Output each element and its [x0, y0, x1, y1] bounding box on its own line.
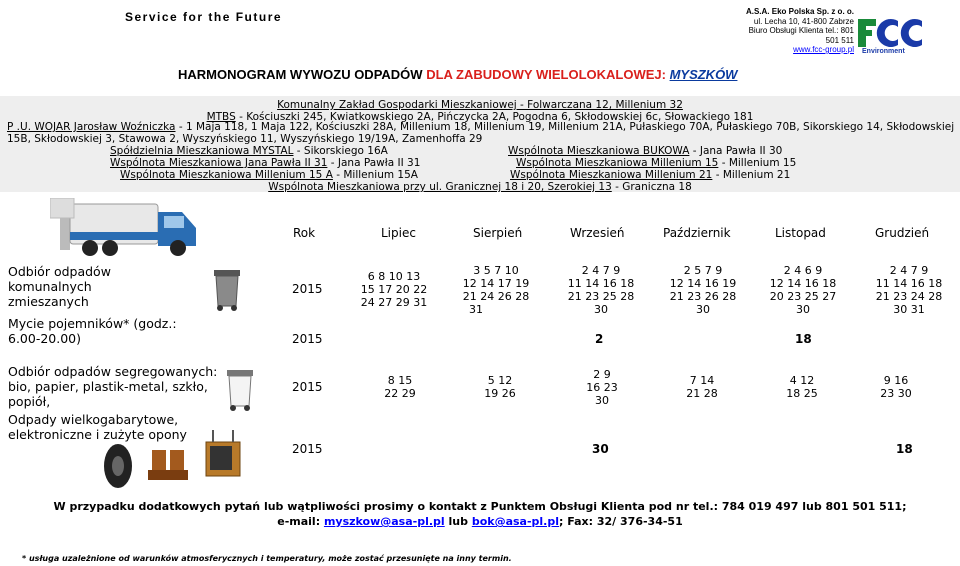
inst-line1: Komunalny Zakład Gospodarki Mieszkaniowej - Folwarczana 12, Millenium 32	[277, 99, 683, 111]
header-rok: Rok	[293, 226, 316, 240]
row3-lipiec: 8 15 22 29	[384, 374, 416, 400]
row-label-bulky: Odpady wielkogabarytowe, elektroniczne i zużyte opony	[8, 412, 187, 442]
garbage-truck-image	[50, 198, 210, 260]
company-website[interactable]	[740, 45, 854, 55]
row1-sierpien: 3 5 7 10 12 14 17 19 21 24 26 28 31	[462, 264, 530, 316]
company-info	[740, 7, 854, 55]
service-slogan: Service for the Future	[125, 10, 283, 24]
inst-bukowa: Wspólnota Mieszkaniowa BUKOWA - Jana Pawła II 30	[508, 145, 783, 157]
title-part2: DLA ZABUDOWY WIELOLOKALOWEJ:	[426, 67, 670, 82]
footer-contact: W przypadku dodatkowych pytań lub wątpliwości prosimy o kontakt z Punktem Obsługi Klienta pod nr tel.: 784 019 497 lub 801 501 511;	[53, 500, 907, 513]
bin-white-icon	[224, 368, 256, 412]
email-link-bok[interactable]: bok@asa-pl.pl	[471, 515, 560, 528]
title-part3: MYSZKÓW	[669, 67, 738, 82]
row1-lipiec: 6 8 10 13 15 17 20 22 24 27 29 31	[360, 270, 428, 309]
footer-email: e-mail: myszkow@asa-pl.pl lub bok@asa-pl.pl; Fax: 32/ 376-34-51	[277, 515, 683, 528]
logo-subtitle: Environment	[862, 48, 905, 55]
inst-m15a: Wspólnota Mieszkaniowa Millenium 15 A - Millenium 15A	[120, 169, 418, 181]
header-listopad: Listopad	[775, 226, 826, 240]
header-lipiec: Lipiec	[381, 226, 416, 240]
row3-sierpien: 5 12 19 26	[484, 374, 516, 400]
row2-year: 2015	[292, 332, 323, 346]
row3-listopad: 4 12 18 25	[786, 374, 818, 400]
header-pazdziernik: Październik	[663, 226, 731, 240]
row3-grudzien: 9 16 23 30	[880, 374, 912, 400]
email-link-myszkow[interactable]: myszkow@asa-pl.pl	[323, 515, 445, 528]
row3-year: 2015	[292, 380, 323, 394]
row-label-mixed: Odbiór odpadów komunalnych zmieszanych	[8, 264, 111, 309]
company-address: ul. Lecha 10, 41-800 Zabrze	[753, 16, 854, 26]
inst-jp31: Wspólnota Mieszkaniowa Jana Pawła II 31 - Jana Pawła II 31	[110, 157, 421, 169]
inst-line2: MTBS - Kościuszki 245, Kwiatkowskiego 2A, Pińczycka 2A, Pogodna 6, Skłodowskiej 6c, Słowackiego 181	[206, 111, 754, 123]
header-grudzien: Grudzień	[875, 226, 930, 240]
row4-wrzesien: 30	[592, 442, 609, 456]
row-label-segregated: Odbiór odpadów segregowanych: bio, papier, plastik-metal, szkło, popiół,	[8, 364, 218, 409]
website-link[interactable]: www.fcc-group.pl	[793, 45, 854, 54]
logo-text: FCC	[857, 18, 859, 19]
inst-wojar: P .U. WOJAR Jarosław Woźniczka - 1 Maja 118, 1 Maja 122, Kościuszki 28A, Millenium 18, Millenium 19, Millenium 21A, Pułaskiego 70A, Pułaskiego 70B, Sikorskiego 14, Skłodowskiej 15B, Skłodowskiej 3, Stawowa 2, Wyszyńskiego 11, Wyszyńskiego 19/19A, Zamenhoffa 29	[7, 121, 955, 145]
row1-year: 2015	[292, 282, 323, 296]
row2-wrzesien: 2	[595, 332, 604, 346]
row1-grudzien: 2 4 7 9 11 14 16 18 21 23 24 28 30 31	[875, 264, 943, 316]
header-wrzesien: Wrzesień	[570, 226, 625, 240]
row-label-washing: Mycie pojemników* (godz.: 6.00-20.00)	[8, 316, 177, 346]
row3-pazdziernik: 7 14 21 28	[686, 374, 718, 400]
row3-wrzesien: 2 9 16 23 30	[586, 368, 618, 407]
row2-listopad: 18	[795, 332, 812, 346]
bulky-waste-image	[98, 430, 288, 492]
footer-note: * usługa uzależnione od warunków atmosferycznych i temperatury, może zostać przesunięte na inny termin.	[22, 554, 512, 563]
page-title	[178, 67, 737, 82]
inst-m21: Wspólnota Mieszkaniowa Millenium 21 - Millenium 21	[510, 169, 791, 181]
row4-year: 2015	[292, 442, 323, 456]
inst-m15: Wspólnota Mieszkaniowa Millenium 15 - Millenium 15	[516, 157, 797, 169]
company-phone: Biuro Obsługi Klienta tel.: 801 501 511	[748, 26, 854, 45]
row1-wrzesien: 2 4 7 9 11 14 16 18 21 23 25 28 30	[567, 264, 635, 316]
row1-pazdziernik: 2 5 7 9 12 14 16 19 21 23 26 28 30	[669, 264, 737, 316]
bin-grey-icon	[211, 268, 243, 312]
inst-mystal: Spółdzielnia Mieszkaniowa MYSTAL - Sikorskiego 16A	[110, 145, 388, 157]
title-part1: HARMONOGRAM WYWOZU ODPADÓW	[178, 67, 427, 82]
company-name: A.S.A. Eko Polska Sp. z o. o.	[745, 7, 854, 16]
inst-graniczna: Wspólnota Mieszkaniowa przy ul. Granicznej 18 i 20, Szerokiej 13 - Graniczna 18	[268, 181, 692, 193]
row4-grudzien: 18	[896, 442, 913, 456]
header-sierpien: Sierpień	[473, 226, 523, 240]
row1-listopad: 2 4 6 9 12 14 16 18 20 23 25 27 30	[769, 264, 837, 316]
